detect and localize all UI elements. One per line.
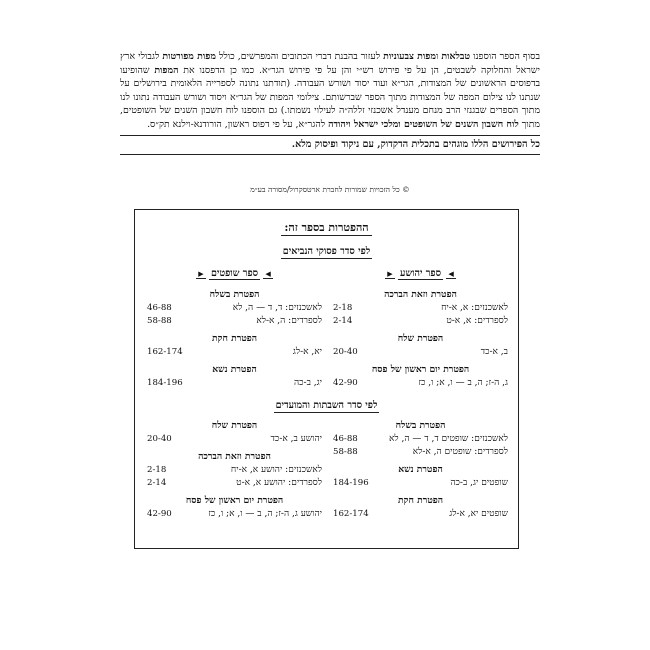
page-range: 2-14 [147,478,167,488]
group-title: הפטרת שלח [397,333,444,344]
page-range: 20-40 [333,347,358,357]
box-title: ההפטרות בספר זה: [135,221,518,234]
intro-paragraph [120,50,540,132]
group [333,287,508,328]
page-range: 42-90 [333,378,358,388]
triangle-right-icon: ▶ [387,270,393,278]
list-item [333,315,508,328]
verse-reference: לאשכנזים: יהושע א, א-יח [230,465,322,475]
list-item [147,464,322,477]
page-range: 46-88 [147,303,172,313]
intro-text [120,50,540,157]
page-range: 20-40 [147,434,172,444]
group [333,462,508,490]
list-item [333,446,508,459]
verse-reference: לאשכנזים: ד, ד — ה, לא [232,303,322,313]
intro-bold-detailed-maps: מפות מפורטות [162,51,216,62]
commentary-note: כל הפירושים הללו מוגהים בתכלית הדקדוק, עם ניקוד ופיסוק מלא. [291,138,540,150]
group [147,418,322,446]
page-range: 162-174 [333,509,369,519]
column-shabbat-right [333,418,508,524]
list-item [333,508,508,521]
heading-joshua-label: ספר יהושע [399,268,442,279]
verse-reference: יהושע ב, א-כד [270,434,322,444]
page-range: 2-18 [333,303,353,313]
column-shabbat-left [147,418,322,524]
triangle-left-icon: ◀ [265,270,271,278]
group-title: הפטרת נשא [398,464,443,475]
list-item [147,346,322,359]
group [333,418,508,459]
column-heading-joshua [333,267,508,287]
verse-reference: יא, א-לג [292,347,322,357]
intro-bold-luach: לוח חשבון השנים של השופטים ומלכי ישראל ויהודה [328,118,519,130]
list-item [333,433,508,446]
list-item [333,477,508,490]
section-heading-prophets: לפי סדר פסוקי הנביאים [282,246,371,257]
group-title: הפטרת שלח [211,420,258,431]
group [147,449,322,490]
intro-bold-maps: המפות [154,64,179,76]
verse-reference: לספרדים: יהושע א, א-ט [236,478,322,488]
verse-reference: ג, ה-ז; ה, ב — ו, א; ו, כז [418,378,508,388]
list-item [147,377,322,390]
group [147,287,322,328]
triangle-right-icon: ▶ [198,270,204,278]
list-item [333,302,508,315]
page-range: 58-88 [147,316,172,326]
list-item [147,302,322,315]
divider-top [120,135,540,136]
section-heading-shabbatot: לפי סדר השבתות והמועדים [275,400,378,411]
page-range: 184-196 [333,478,369,488]
page-range: 58-88 [333,447,358,457]
verse-reference: לספרדים: שופטים ה, א-לא [412,447,508,457]
group-title: הפטרת בשלח [395,420,446,431]
group [333,493,508,521]
group-title: הפטרת יום ראשון של פסח [371,364,470,375]
verse-reference: שופטים יא, א-לג [449,509,508,519]
page-range: 46-88 [333,434,358,444]
intro-text-d: לעזור בהבנת דברי הכתובים והמפרשים, כולל [215,51,384,62]
page-range: 42-90 [147,509,172,519]
verse-reference: לאשכנזים: א, א-יח [441,303,508,313]
verse-reference: לספרדים: א, א-ט [446,316,508,326]
intro-text-f: שהופיעו בדפוסים הראשונים של המצודות, הגר״א ועוד יסוד ושורש העבודה. (תודתנו נתונה לספרייה הלאומית בירושלים על שנתנו לנו צילום המפה של המצודות מתוך הספר שברשותם. צילומי המפות של הגר״א ויסוד ושורש העבודה נתונו לנו מתוך הספרים שבגנזי הרב מנחם מענדל אשכנזי זללה״ה לעילוי נשמתו.) גם הוספנו לוח חשבון השנים של השופטים, מתוך [120,64,540,130]
divider-bottom [120,154,540,155]
haftarot-box [134,209,519,549]
list-item [147,433,322,446]
group [147,362,322,390]
group [333,362,508,390]
column-heading-judges [147,267,322,287]
list-item [147,477,322,490]
group [333,331,508,359]
triangle-left-icon: ◀ [448,270,454,278]
group-title: הפטרת חקת [211,333,258,344]
intro-text-e: לגבולי ארץ ישראל והחלוקה לשבטים, הן על פי פירוש רש״י והן על פי פירוש הגר״א. כמו כן הדפסנו את [120,51,540,76]
intro-text-g: להגר״א, על פי דפוס ראשון, הורודנא-וילנא תק״ס. [147,118,329,130]
copyright-notice: © כל הזכויות שמורות לחברת ארטסקרול/מסורה בע״מ [250,185,410,194]
group-title: הפטרת נשא [212,364,257,375]
heading-judges-label: ספר שופטים [210,268,259,279]
page-range: 184-196 [147,378,183,388]
group-title: הפטרת חקת [397,495,444,506]
verse-reference: לאשכנזים: שופטים ד, ד — ה, לא [389,434,508,444]
verse-reference: שופטים יג, ב-כה [450,478,508,488]
page-range: 162-174 [147,347,183,357]
page-range: 2-18 [147,465,167,475]
verse-reference: יג, ב-כה [293,378,322,388]
page-range: 2-14 [333,316,353,326]
list-item [147,508,322,521]
group-title: הפטרת בשלח [209,289,260,300]
column-joshua [333,267,508,393]
intro-bold-color-maps: מפות צבעוניות [383,51,436,62]
verse-reference: ב, א-כד [480,347,508,357]
list-item [333,377,508,390]
column-judges [147,267,322,393]
list-item [147,315,322,328]
group [147,493,322,521]
verse-reference: לספרדים: ה, א-לא [256,316,322,326]
intro-text-a: בסוף הספר הוספנו [470,51,540,62]
group-title: הפטרת וזאת הברכה [384,289,457,300]
verse-reference: יהושע ג, ה-ז; ה, ב — ו, א; ו, כז [208,509,322,519]
intro-text-c: ו [435,51,442,62]
list-item [333,346,508,359]
intro-bold-tables: טבלאות [441,51,471,62]
group [147,331,322,359]
group-title: הפטרת יום ראשון של פסח [185,495,284,506]
group-title: הפטרת וזאת הברכה [198,451,271,462]
